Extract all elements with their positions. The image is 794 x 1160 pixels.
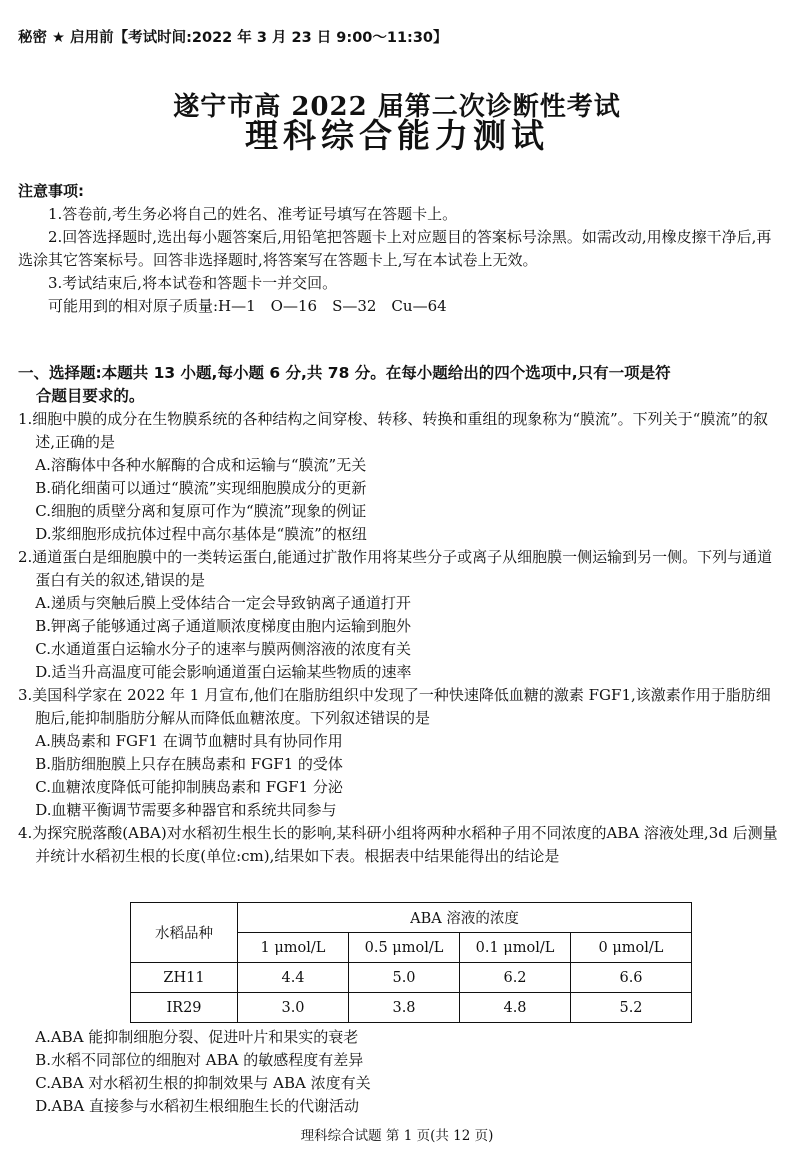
- notice-item: 1.答卷前,考生务必将自己的姓名、准考证号填写在答题卡上。: [48, 205, 458, 223]
- table-column-header: 0.5 μmol/L: [349, 933, 460, 963]
- notice-heading: 注意事项:: [18, 182, 84, 200]
- option-a: A.ABA 能抑制细胞分裂、促进叶片和果实的衰老: [35, 1028, 359, 1046]
- table-cell: 3.0: [238, 993, 349, 1023]
- notice-section: [18, 180, 778, 318]
- table-column-header: 0.1 μmol/L: [460, 933, 571, 963]
- option-c: C.细胞的质壁分离和复原可作为“膜流”现象的例证: [35, 502, 367, 520]
- question-stem: 4.为探究脱落酸(ABA)对水稻初生根生长的影响,某科研小组将两种水稻种子用不同浓度的ABA 溶液处理,3d 后测量并统计水稻初生根的长度(单位:cm),结果如下表。根据表中结果能得出的结论是: [18, 824, 778, 865]
- table-group-header: ABA 溶液的浓度: [238, 903, 692, 933]
- option-a: A.胰岛素和 FGF1 在调节血糖时具有协同作用: [35, 732, 343, 750]
- question-3: [18, 684, 778, 822]
- option-d: D.血糖平衡调节需要多种器官和系统共同参与: [35, 801, 337, 819]
- exam-title: 遂宁市高 2022 届第二次诊断性考试: [173, 92, 621, 122]
- table-cell: 4.4: [238, 963, 349, 993]
- page-footer: 理科综合试题 第 1 页(共 12 页): [300, 1128, 494, 1144]
- question-stem: 2.通道蛋白是细胞膜中的一类转运蛋白,能通过扩散作用将某些分子或离子从细胞膜一侧运输到另一侧。下列与通道蛋白有关的叙述,错误的是: [18, 548, 773, 589]
- option-d: D.适当升高温度可能会影响通道蛋白运输某些物质的速率: [35, 663, 412, 681]
- option-b: B.钾离子能够通过离子通道顺浓度梯度由胞内运输到胞外: [35, 617, 412, 635]
- table-column-header: 0 μmol/L: [571, 933, 692, 963]
- table-cell: 6.2: [460, 963, 571, 993]
- section-heading-line1: 一、选择题:本题共 13 小题,每小题 6 分,共 78 分。在每小题给出的四个选项中,只有一项是符: [18, 364, 671, 382]
- confidential-header: 秘密 ★ 启用前【考试时间:2022 年 3 月 23 日 9:00～11:30】: [18, 30, 448, 46]
- option-d: D.ABA 直接参与水稻初生根细胞生长的代谢活动: [35, 1097, 359, 1115]
- table-row-label: ZH11: [131, 963, 238, 993]
- option-b: B.水稻不同部位的细胞对 ABA 的敏感程度有差异: [35, 1051, 364, 1069]
- exam-subtitle: 理科综合能力测试: [245, 116, 549, 155]
- table-corner-header: 水稻品种: [131, 903, 238, 963]
- option-c: C.水通道蛋白运输水分子的速率与膜两侧溶液的浓度有关: [35, 640, 411, 658]
- questions-section: [18, 362, 778, 868]
- question-stem: 1.细胞中膜的成分在生物膜系统的各种结构之间穿梭、转移、转换和重组的现象称为“膜流”。下列关于“膜流”的叙述,正确的是: [18, 410, 768, 451]
- option-d: D.浆细胞形成抗体过程中高尔基体是“膜流”的枢纽: [35, 525, 367, 543]
- option-b: B.脂肪细胞膜上只存在胰岛素和 FGF1 的受体: [35, 755, 343, 773]
- table-cell: 4.8: [460, 993, 571, 1023]
- table-row: [131, 993, 692, 1023]
- table-cell: 5.2: [571, 993, 692, 1023]
- table-row: [131, 963, 692, 993]
- question-4-options: [18, 1026, 778, 1118]
- aba-results-table: [130, 902, 692, 1023]
- question-1: [18, 408, 778, 546]
- option-c: C.ABA 对水稻初生根的抑制效果与 ABA 浓度有关: [35, 1074, 371, 1092]
- table-cell: 5.0: [349, 963, 460, 993]
- section-heading-line2: 合题目要求的。: [35, 387, 145, 405]
- notice-item: 2.回答选择题时,选出每小题答案后,用铅笔把答题卡上对应题目的答案标号涂黑。如需改动,用橡皮擦干净后,再选涂其它答案标号。回答非选择题时,将答案写在答题卡上,写在本试卷上无效。: [18, 228, 772, 269]
- option-b: B.硝化细菌可以通过“膜流”实现细胞膜成分的更新: [35, 479, 367, 497]
- option-a: A.溶酶体中各种水解酶的合成和运输与“膜流”无关: [35, 456, 367, 474]
- atomic-mass-note: 可能用到的相对原子质量:H—1 O—16 S—32 Cu—64: [48, 297, 447, 315]
- section-heading: [18, 362, 778, 408]
- question-4: [18, 822, 778, 868]
- table-row-label: IR29: [131, 993, 238, 1023]
- table-column-header: 1 μmol/L: [238, 933, 349, 963]
- option-c: C.血糖浓度降低可能抑制胰岛素和 FGF1 分泌: [35, 778, 343, 796]
- table-cell: 6.6: [571, 963, 692, 993]
- notice-item: 3.考试结束后,将本试卷和答题卡一并交回。: [48, 274, 338, 292]
- table-cell: 3.8: [349, 993, 460, 1023]
- question-2: [18, 546, 778, 684]
- option-a: A.递质与突触后膜上受体结合一定会导致钠离子通道打开: [35, 594, 411, 612]
- question-stem: 3.美国科学家在 2022 年 1 月宣布,他们在脂肪组织中发现了一种快速降低血糖的激素 FGF1,该激素作用于脂肪细胞后,能抑制脂肪分解从而降低血糖浓度。下列叙述错误的是: [18, 686, 771, 727]
